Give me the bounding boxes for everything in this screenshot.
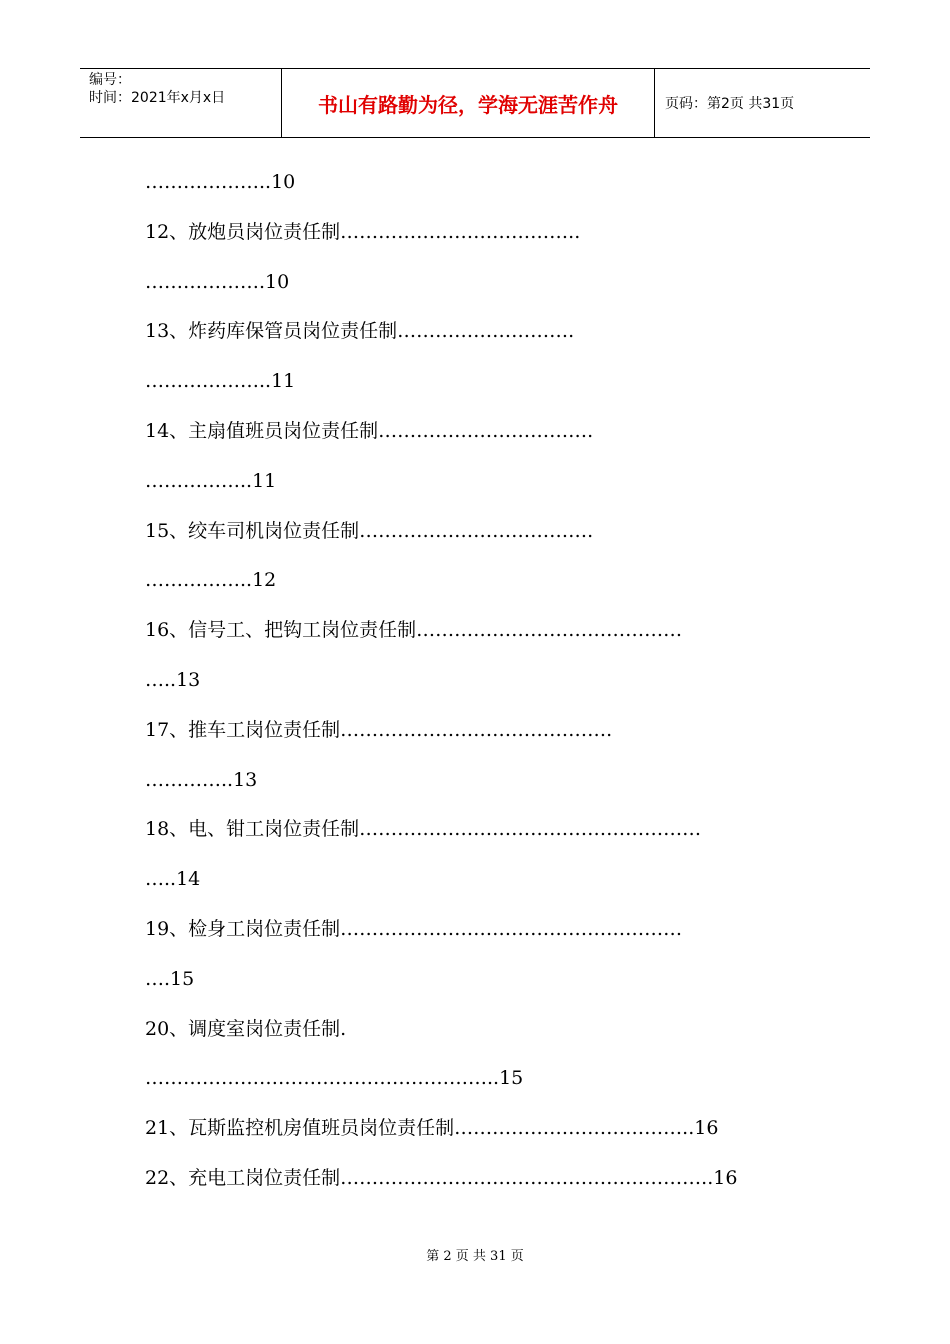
toc-line: 22、充电工岗位责任制…………………………………………………..16 bbox=[145, 1166, 738, 1189]
toc-line: ……………..12 bbox=[145, 569, 277, 592]
toc-line: 15、绞车司机岗位责任制………………………………. bbox=[145, 519, 594, 542]
header-meta bbox=[80, 69, 282, 137]
toc-line: 17、推车工岗位责任制……………………………………. bbox=[145, 718, 613, 741]
toc-line: 19、检身工岗位责任制……………………………………………… bbox=[145, 917, 683, 940]
time-label: 时间：2021年x月x日 bbox=[89, 90, 226, 106]
toc-line: ……………….10 bbox=[145, 270, 290, 293]
toc-line: 16、信号工、把钩工岗位责任制…………………………………… bbox=[145, 619, 683, 642]
number-label: 编号： bbox=[89, 72, 131, 88]
toc-line: …………..13 bbox=[145, 768, 258, 791]
header-motto: 书山有路勤为径，学海无涯苦作舟 bbox=[282, 69, 655, 137]
toc-line: 20、调度室岗位责任制. bbox=[145, 1017, 347, 1040]
toc-line: 13、炸药库保管员岗位责任制………………………. bbox=[145, 320, 575, 343]
toc-line: …..13 bbox=[145, 668, 201, 691]
toc-line: ….15 bbox=[145, 967, 195, 990]
toc-line: 14、主扇值班员岗位责任制……………………………. bbox=[145, 419, 594, 442]
toc-line: 21、瓦斯监控机房值班员岗位责任制………………………………..16 bbox=[145, 1117, 719, 1140]
toc-line: ………………..11 bbox=[145, 370, 296, 393]
table-of-contents bbox=[145, 167, 845, 1213]
toc-line: 18、电、钳工岗位责任制……………………………………………… bbox=[145, 818, 702, 841]
toc-line: …..14 bbox=[145, 868, 201, 891]
toc-line: ……………..11 bbox=[145, 469, 277, 492]
page-header bbox=[80, 68, 870, 138]
page-footer: 第 2 页 共 31 页 bbox=[426, 1249, 524, 1264]
toc-line: ………………………………………………..15 bbox=[145, 1067, 524, 1090]
toc-line: ………………..10 bbox=[145, 171, 296, 193]
header-page-info: 页码：第2页 共31页 bbox=[665, 96, 795, 112]
toc-line: 12、放炮员岗位责任制……………………………….. bbox=[145, 220, 581, 243]
